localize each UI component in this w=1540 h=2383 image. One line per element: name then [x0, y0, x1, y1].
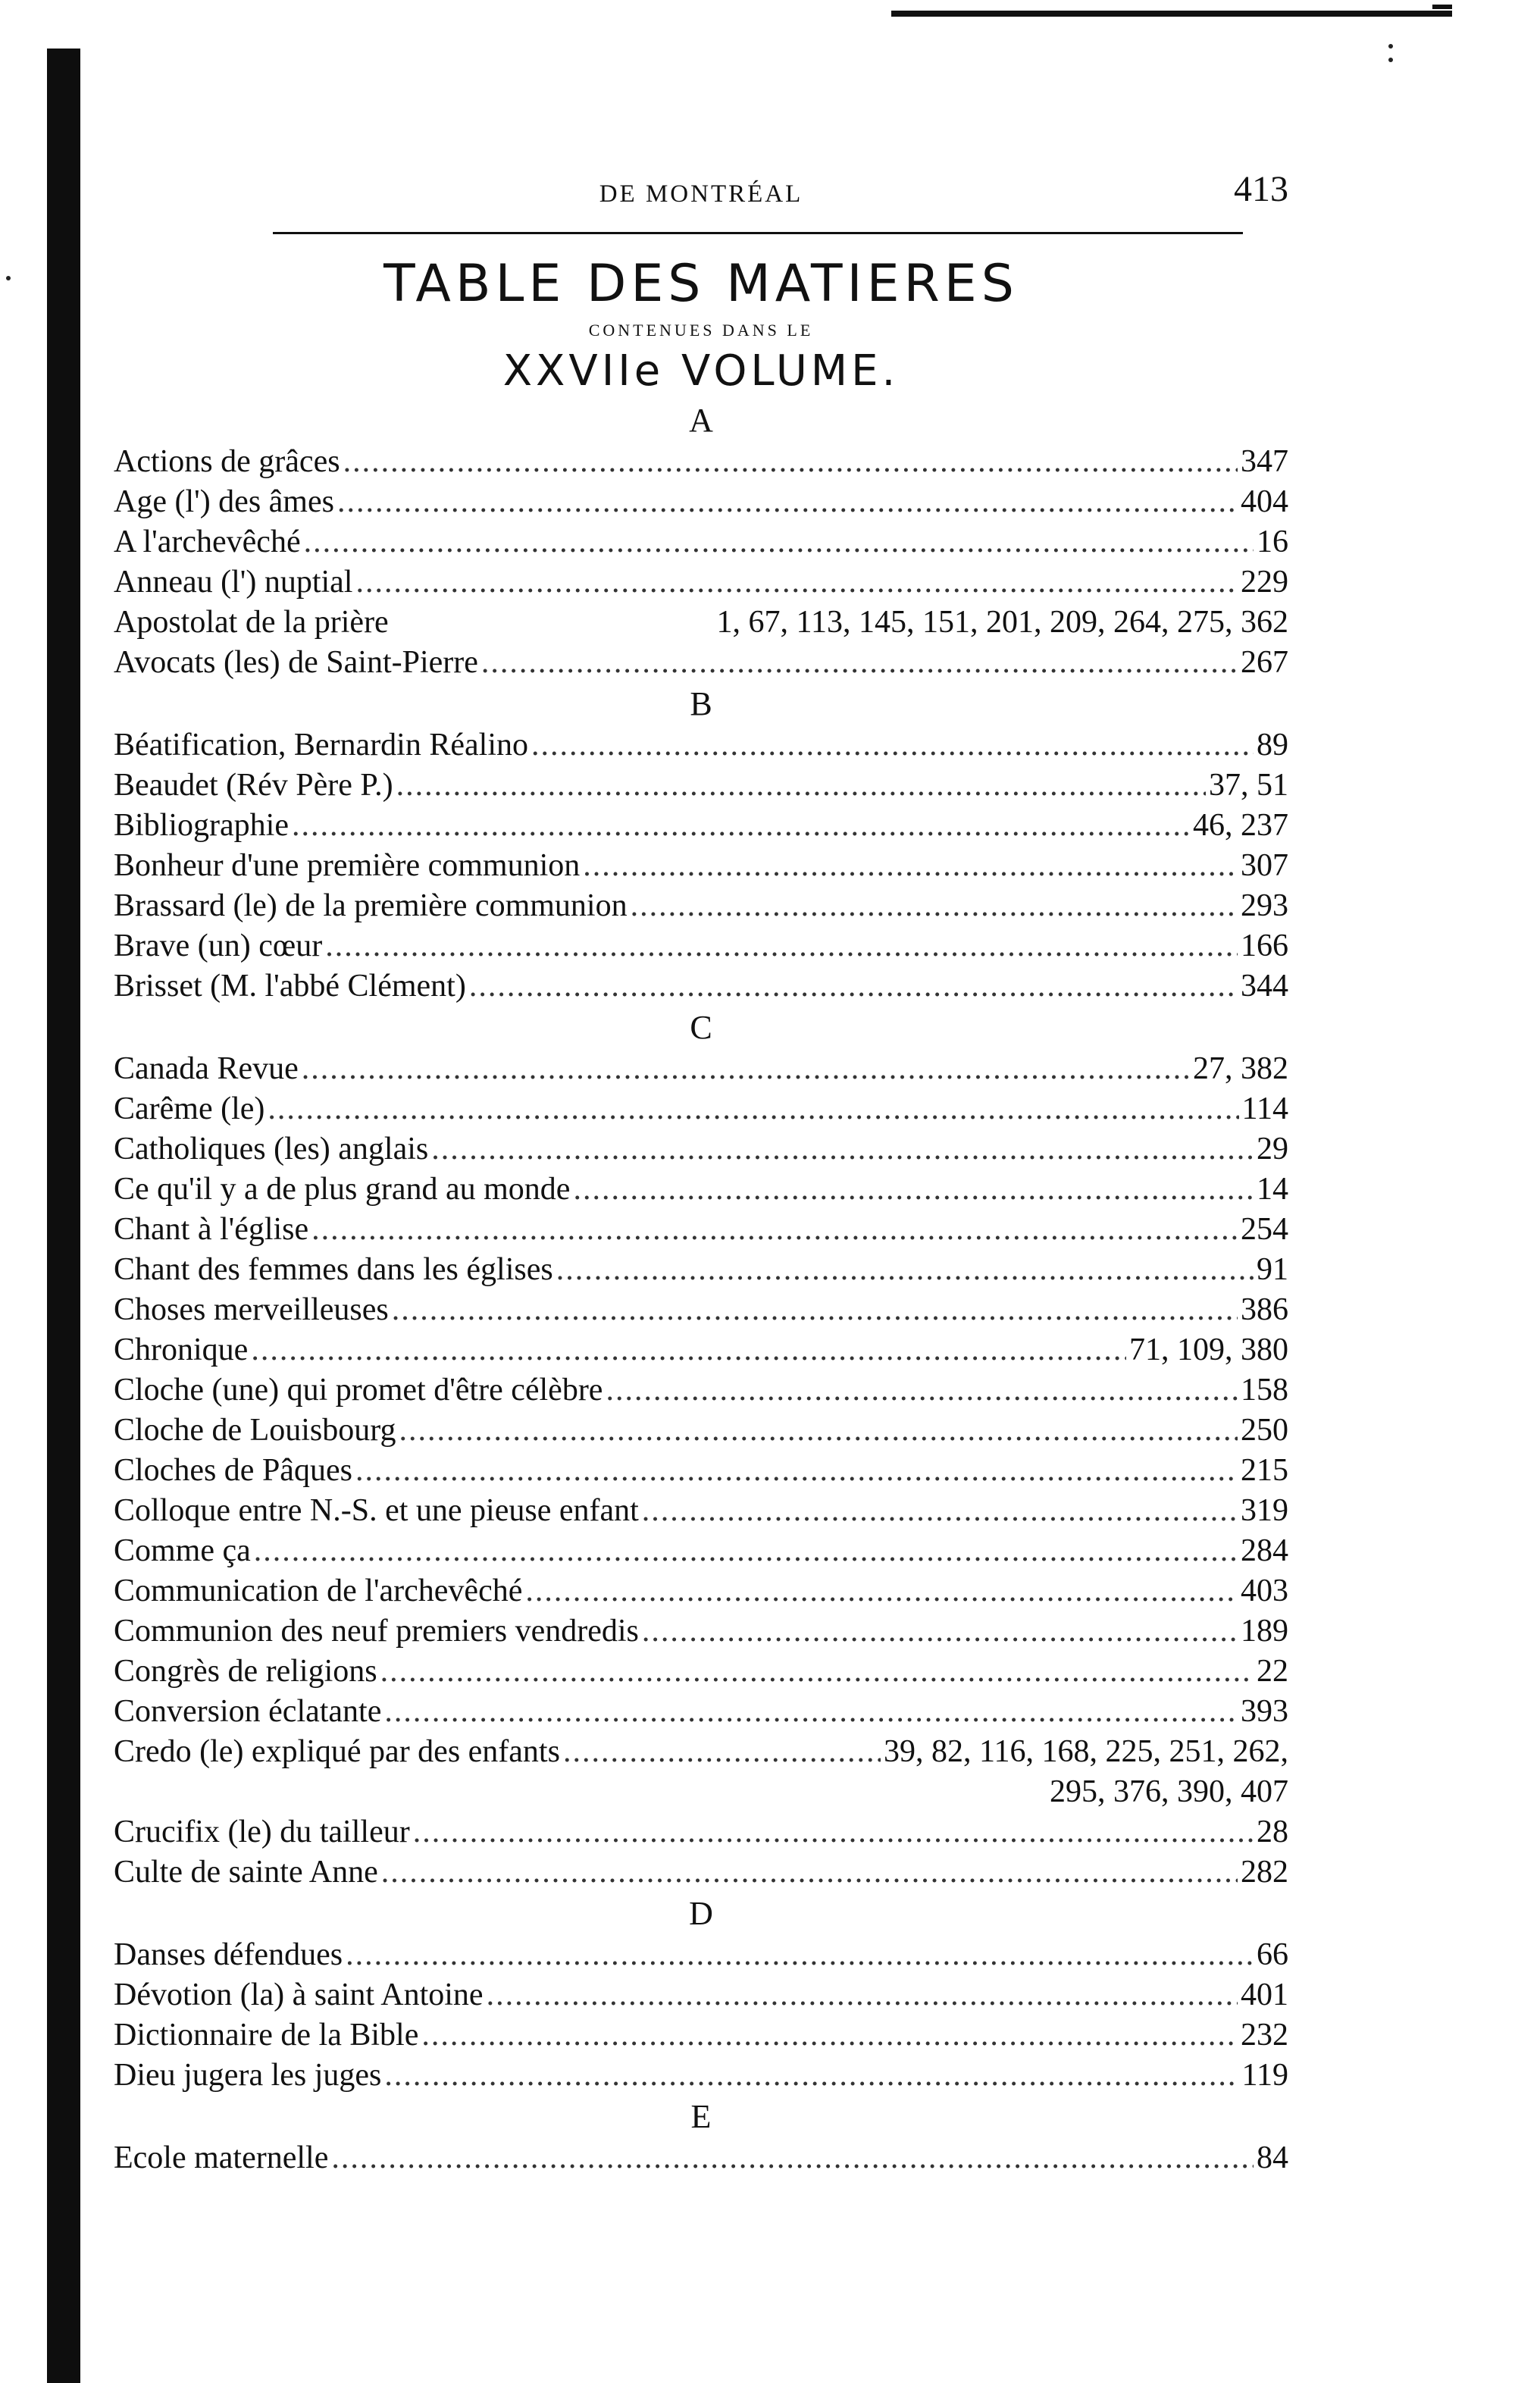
dot-leader	[642, 1611, 1238, 1652]
running-title: DE MONTRÉAL	[599, 180, 803, 208]
entry-label: Dictionnaire de la Bible	[114, 2018, 419, 2053]
dot-leader	[343, 442, 1238, 482]
index-entry	[114, 1531, 1288, 1571]
entry-label: Beaudet (Rév Père P.)	[114, 768, 393, 803]
dot-leader	[583, 846, 1238, 886]
dot-leader	[251, 1330, 1126, 1370]
dot-leader	[525, 1571, 1238, 1611]
entry-label: Catholiques (les) anglais	[114, 1132, 429, 1166]
running-head	[114, 159, 1288, 227]
index-entry	[114, 1330, 1288, 1370]
entry-label: Béatification, Bernardin Réalino	[114, 728, 528, 762]
entry-label: Bonheur d'une première communion	[114, 848, 581, 883]
index-entry	[114, 1089, 1288, 1129]
index-entry	[114, 926, 1288, 966]
entry-pages: 347	[1241, 444, 1288, 479]
section-letter: A	[689, 402, 713, 439]
dot-leader	[421, 2015, 1238, 2056]
entry-label: Ecole maternelle	[114, 2140, 329, 2175]
entry-label: Avocats (les) de Saint-Pierre	[114, 645, 478, 680]
dot-leader	[355, 1451, 1238, 1491]
index-entry	[114, 966, 1288, 1007]
dot-leader	[380, 1652, 1254, 1692]
entry-label: Communion des neuf premiers vendredis	[114, 1614, 639, 1649]
index-entry	[114, 1652, 1288, 1692]
index-entry	[114, 1975, 1288, 2015]
index-entry	[114, 1129, 1288, 1170]
dot-leader	[642, 1491, 1238, 1531]
entry-label: Chant des femmes dans les églises	[114, 1252, 553, 1287]
entry-label: Anneau (l') nuptial	[114, 565, 353, 600]
dot-leader	[606, 1370, 1238, 1411]
binding-spine-shadow	[47, 49, 80, 2383]
dot-leader	[381, 1852, 1238, 1893]
entry-pages: 158	[1241, 1373, 1288, 1408]
top-edge-rule-tip	[1432, 5, 1452, 9]
entry-label: Cloche de Louisbourg	[114, 1413, 396, 1448]
entry-pages: 91	[1257, 1252, 1288, 1287]
entry-label: Chronique	[114, 1332, 249, 1367]
entry-pages: 27, 382	[1193, 1051, 1288, 1086]
entry-label: Choses merveilleuses	[114, 1292, 389, 1327]
index-entry	[114, 1935, 1288, 1975]
entry-pages: 254	[1241, 1212, 1288, 1247]
entry-pages: 403	[1241, 1574, 1288, 1608]
page-subtitle: CONTENUES DANS LE	[588, 321, 814, 340]
dot-leader	[304, 522, 1254, 562]
entry-label: Ce qu'il y a de plus grand au monde	[114, 1172, 571, 1207]
dot-leader	[396, 766, 1206, 806]
entry-pages: 29	[1257, 1132, 1288, 1166]
index-entry	[114, 886, 1288, 926]
entry-label: Congrès de religions	[114, 1654, 377, 1689]
index-entry	[114, 1411, 1288, 1451]
entry-pages: 393	[1241, 1694, 1288, 1729]
entry-label: Bibliographie	[114, 808, 289, 843]
index-entry	[114, 766, 1288, 806]
entry-pages: 84	[1257, 2140, 1288, 2175]
dot-leader	[556, 1250, 1254, 1290]
entry-pages: 307	[1241, 848, 1288, 883]
speck	[1388, 58, 1393, 62]
dot-leader	[487, 1975, 1238, 2015]
dot-leader	[563, 1732, 881, 1772]
dot-leader	[384, 1692, 1238, 1732]
index-entries	[114, 399, 1288, 2178]
entry-label: Cloche (une) qui promet d'être célèbre	[114, 1373, 603, 1408]
entry-pages: 114	[1241, 1091, 1288, 1126]
section-letter: C	[690, 1009, 712, 1046]
entry-label: Carême (le)	[114, 1091, 265, 1126]
entry-label: Brave (un) cœur	[114, 928, 323, 963]
dot-leader	[431, 1129, 1254, 1170]
entry-pages-continuation: 295, 376, 390, 407	[1050, 1774, 1288, 1809]
dot-leader	[302, 1049, 1190, 1089]
entry-pages: 250	[1241, 1413, 1288, 1448]
index-entry	[114, 1170, 1288, 1210]
index-entry	[114, 442, 1288, 482]
index-entry	[114, 846, 1288, 886]
dot-leader	[268, 1089, 1238, 1129]
index-entry	[114, 1491, 1288, 1531]
entry-label: Chant à l'église	[114, 1212, 309, 1247]
index-entry	[114, 482, 1288, 522]
index-entry	[114, 725, 1288, 766]
index-entry	[114, 1812, 1288, 1852]
entry-label: Culte de sainte Anne	[114, 1855, 378, 1890]
entry-pages: 66	[1257, 1937, 1288, 1972]
entry-label: Comme ça	[114, 1533, 251, 1568]
entry-label: Actions de grâces	[114, 444, 340, 479]
dot-leader	[311, 1210, 1238, 1250]
entry-pages: 37, 51	[1209, 768, 1288, 803]
index-entry	[114, 2015, 1288, 2056]
header-rule	[273, 232, 1243, 234]
entry-label: Danses défendues	[114, 1937, 343, 1972]
dot-leader	[331, 2138, 1254, 2178]
entry-label: Age (l') des âmes	[114, 484, 334, 519]
entry-pages: 386	[1241, 1292, 1288, 1327]
entry-pages: 319	[1241, 1493, 1288, 1528]
entry-label: Cloches de Pâques	[114, 1453, 352, 1488]
index-entry	[114, 603, 1288, 643]
speck	[6, 276, 11, 280]
dot-leader	[337, 482, 1238, 522]
entry-label: Communication de l'archevêché	[114, 1574, 523, 1608]
dot-leader	[292, 806, 1190, 846]
entry-label: Dévotion (la) à saint Antoine	[114, 1977, 484, 2012]
index-entry	[114, 1732, 1288, 1772]
speck	[1388, 44, 1393, 49]
index-entry	[114, 1451, 1288, 1491]
dot-leader	[631, 886, 1238, 926]
dot-leader	[392, 1290, 1238, 1330]
index-entry	[114, 562, 1288, 603]
index-entry	[114, 643, 1288, 683]
index-entry	[114, 1852, 1288, 1893]
dot-leader	[573, 1170, 1254, 1210]
dot-leader	[531, 725, 1254, 766]
entry-pages: 1, 67, 113, 145, 151, 201, 209, 264, 275, 362	[716, 605, 1288, 640]
entry-label: Colloque entre N.-S. et une pieuse enfant	[114, 1493, 639, 1528]
page-number: 413	[1234, 169, 1288, 209]
dot-leader	[384, 2056, 1238, 2096]
entry-pages: 166	[1241, 928, 1288, 963]
entry-label: Crucifix (le) du tailleur	[114, 1815, 410, 1849]
entry-label: Dieu jugera les juges	[114, 2058, 382, 2093]
entry-label: A l'archevêché	[114, 525, 301, 559]
index-entry	[114, 522, 1288, 562]
index-entry	[114, 2138, 1288, 2178]
index-entry	[114, 1210, 1288, 1250]
dot-leader	[254, 1531, 1238, 1571]
entry-label: Brassard (le) de la première communion	[114, 888, 628, 923]
index-entry	[114, 1370, 1288, 1411]
page	[114, 159, 1288, 2178]
entry-pages: 189	[1241, 1614, 1288, 1649]
entry-pages: 119	[1241, 2058, 1288, 2093]
entry-label: Brisset (M. l'abbé Clément)	[114, 969, 466, 1004]
dot-leader	[399, 1411, 1238, 1451]
index-entry	[114, 2056, 1288, 2096]
entry-pages: 229	[1241, 565, 1288, 600]
entry-pages: 232	[1241, 2018, 1288, 2053]
dot-leader	[413, 1812, 1254, 1852]
entry-label: Conversion éclatante	[114, 1694, 382, 1729]
entry-pages: 14	[1257, 1172, 1288, 1207]
index-entry	[114, 1250, 1288, 1290]
index-entry	[114, 1290, 1288, 1330]
entry-pages: 267	[1241, 645, 1288, 680]
top-edge-rule	[891, 11, 1452, 17]
entry-pages: 401	[1241, 1977, 1288, 2012]
index-entry	[114, 1571, 1288, 1611]
entry-pages: 404	[1241, 484, 1288, 519]
entry-pages: 89	[1257, 728, 1288, 762]
entry-pages: 284	[1241, 1533, 1288, 1568]
section-letter: B	[690, 685, 712, 722]
entry-pages: 39, 82, 116, 168, 225, 251, 262,	[884, 1734, 1288, 1769]
dot-leader	[481, 643, 1238, 683]
entry-pages: 16	[1257, 525, 1288, 559]
entry-label: Credo (le) expliqué par des enfants	[114, 1734, 560, 1769]
entry-pages: 71, 109, 380	[1129, 1332, 1288, 1367]
volume-heading: XXVIIe VOLUME.	[502, 346, 900, 396]
index-entry	[114, 1049, 1288, 1089]
entry-pages: 215	[1241, 1453, 1288, 1488]
index-entry	[114, 1611, 1288, 1652]
entry-label: Apostolat de la prière	[114, 605, 389, 640]
entry-pages: 344	[1241, 969, 1288, 1004]
page-title: TABLE DES MATIERES	[383, 254, 1019, 314]
entry-pages: 22	[1257, 1654, 1288, 1689]
dot-leader	[469, 966, 1238, 1007]
index-entry	[114, 1692, 1288, 1732]
entry-pages: 46, 237	[1193, 808, 1288, 843]
section-letter: D	[689, 1895, 713, 1932]
entry-label: Canada Revue	[114, 1051, 299, 1086]
index-entry	[114, 806, 1288, 846]
entry-pages: 282	[1241, 1855, 1288, 1890]
dot-leader	[346, 1935, 1254, 1975]
entry-pages: 293	[1241, 888, 1288, 923]
dot-leader	[325, 926, 1238, 966]
section-letter: E	[690, 2098, 712, 2135]
dot-leader	[355, 562, 1238, 603]
entry-pages: 28	[1257, 1815, 1288, 1849]
